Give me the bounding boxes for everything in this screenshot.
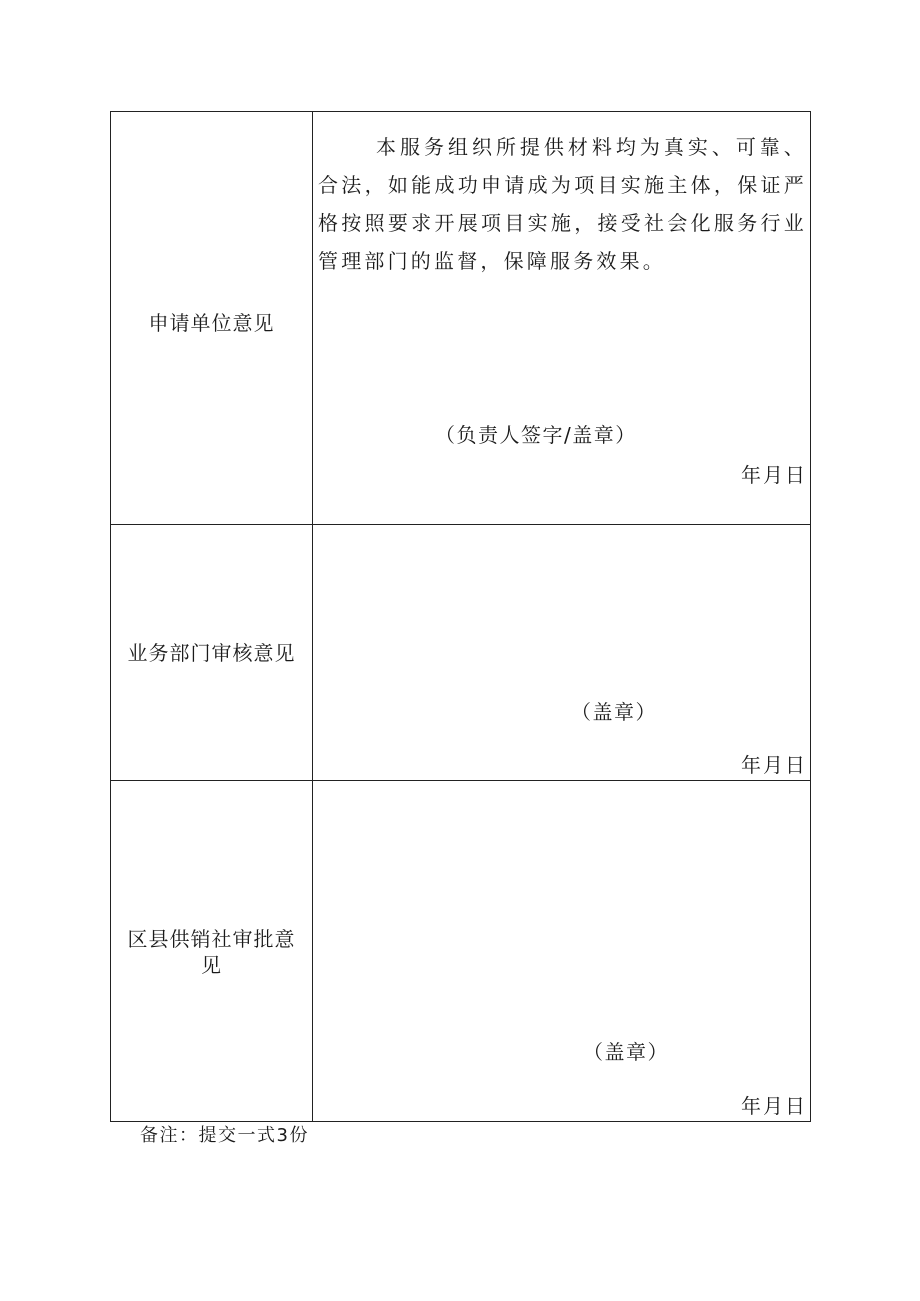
table-row-department [111, 525, 811, 781]
content-cell-applicant [313, 112, 811, 525]
county-date: 年月日 [741, 1094, 807, 1118]
applicant-opinion-label: 申请单位意见 [148, 311, 275, 335]
content-cell-county [313, 781, 811, 1122]
department-date: 年月日 [741, 753, 807, 777]
applicant-date: 年月日 [741, 463, 807, 487]
department-seal-note: （盖章） [571, 700, 657, 724]
content-cell-department [313, 525, 811, 781]
applicant-signature-note: （负责人签字/盖章） [435, 423, 637, 447]
applicant-declaration-text: 本服务组织所提供材料均为真实、可靠、合法，如能成功申请成为项目实施主体，保证严格按照要求开展项目实施，接受社会化服务行业管理部门的监督，保障服务效果。 [318, 135, 807, 273]
opinion-form-table [110, 111, 811, 1122]
label-cell-department [111, 525, 313, 781]
table-row-county [111, 781, 811, 1122]
table-row-applicant [111, 112, 811, 525]
label-cell-applicant [111, 112, 313, 525]
county-approval-label: 区县供销社审批意见 [127, 927, 296, 977]
label-cell-county [111, 781, 313, 1122]
footnote-remark: 备注：提交一式3份 [140, 1125, 309, 1146]
department-review-label: 业务部门审核意见 [127, 641, 296, 665]
county-seal-note: （盖章） [583, 1040, 669, 1064]
